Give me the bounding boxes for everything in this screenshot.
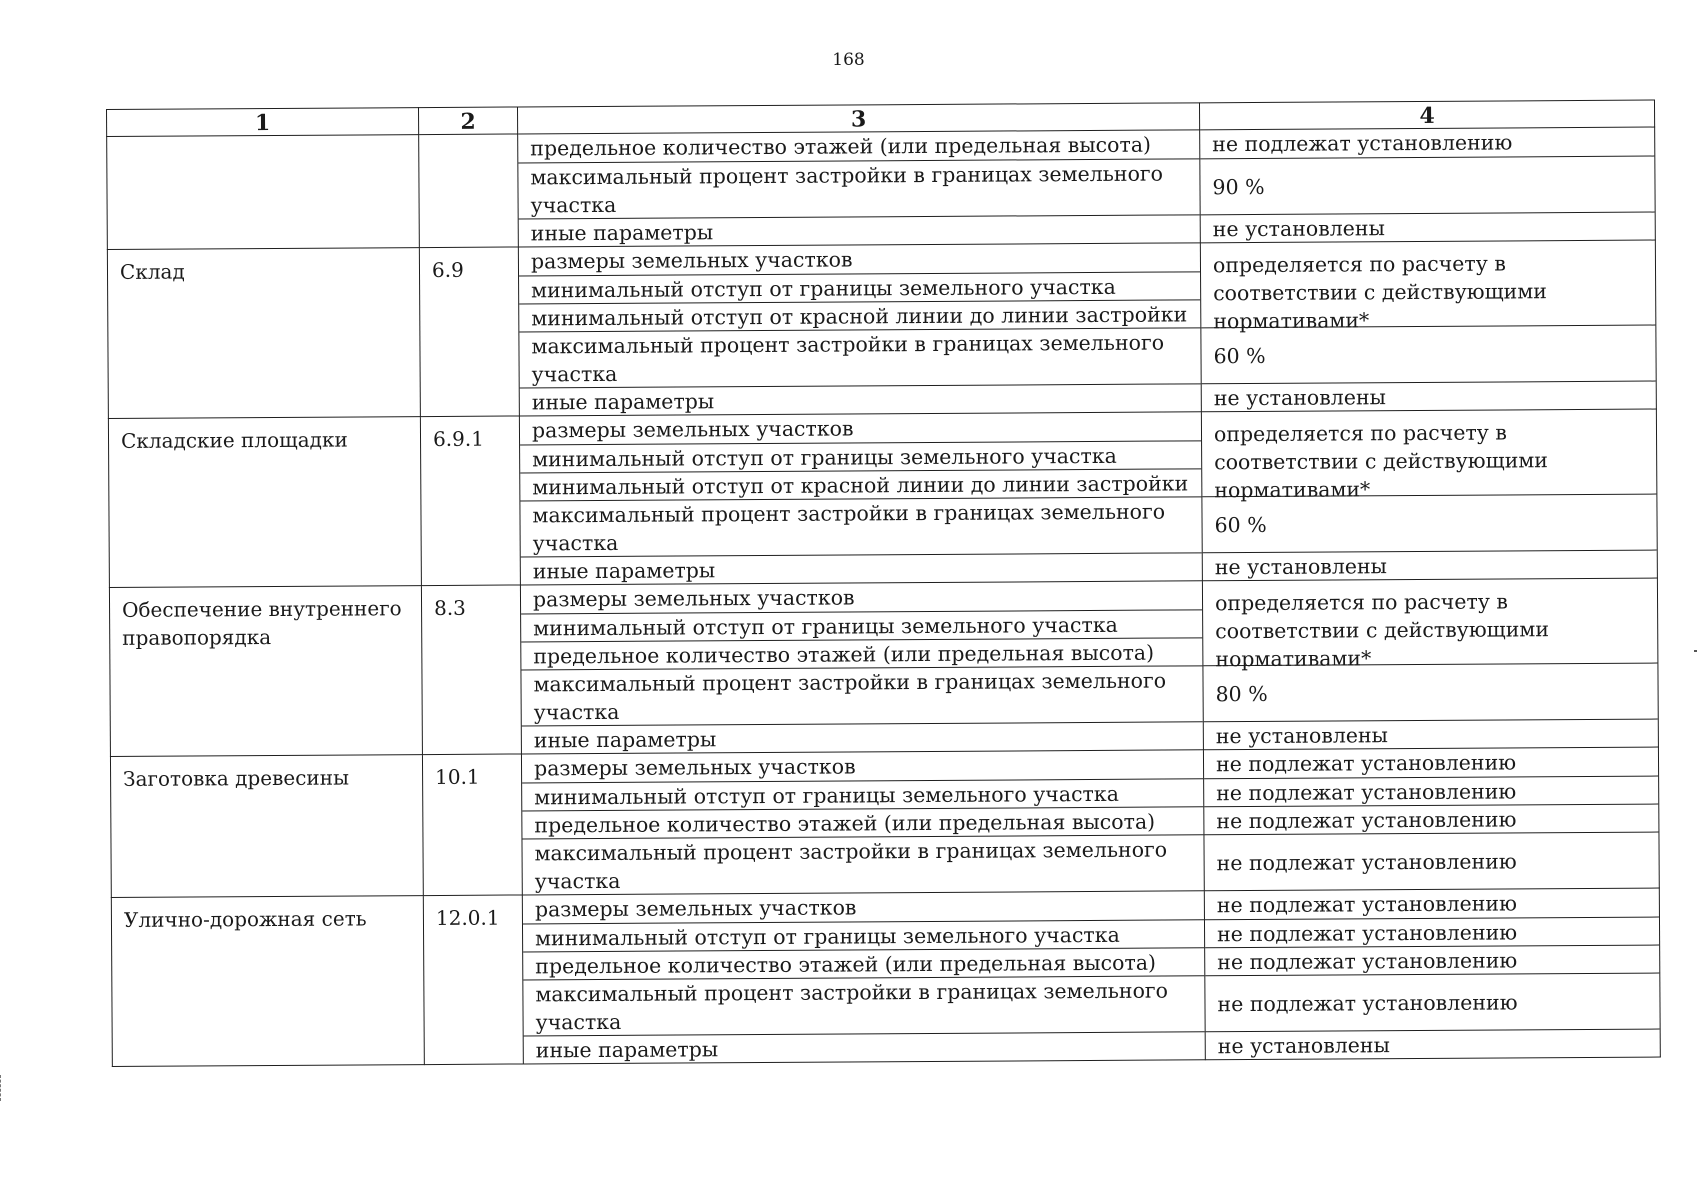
zoning-parameters-table: [106, 100, 1661, 1067]
scan-edge-mark: [0, 1075, 5, 1101]
value-list: [1202, 578, 1658, 750]
header-col-3: 3: [517, 103, 1199, 134]
table-row: [107, 240, 1656, 418]
parameter-item: максимальный процент застройки в границах земельного участка: [519, 327, 1200, 387]
parameter-item: иные параметры: [520, 383, 1201, 415]
value-item: не подлежат установлению: [1205, 945, 1659, 976]
parameter-list: [518, 130, 1201, 247]
parameter-item: размеры земельных участков: [532, 585, 855, 612]
value-item: не установлены: [1201, 212, 1655, 243]
use-code: 8.3: [421, 585, 521, 755]
parameter-item: иные параметры: [519, 214, 1200, 246]
parameter-item: иные параметры: [524, 1031, 1205, 1063]
table-row: [108, 409, 1657, 587]
value-item: определяется по расчету в соответствии с действующими нормативами*: [1212, 251, 1547, 334]
value-item: не подлежат установлению: [1204, 776, 1658, 807]
value-item: 80 %: [1203, 663, 1657, 722]
value-item: не подлежат установлению: [1204, 804, 1658, 835]
parameter-list: [522, 891, 1205, 1064]
value-item: не установлены: [1202, 381, 1656, 412]
value-item: 60 %: [1202, 494, 1656, 553]
value-item: не подлежат установлению: [1212, 130, 1513, 157]
use-type: Улично-дорожная сеть: [111, 896, 424, 1067]
zoning-parameters-table-wrapper: [106, 100, 1661, 1067]
page-number: 168: [832, 50, 865, 70]
value-list: [1204, 888, 1660, 1060]
value-item: не подлежат установлению: [1216, 891, 1517, 918]
parameter-item: минимальный отступ от границы земельного участка: [521, 609, 1202, 641]
value-item: не установлены: [1204, 719, 1658, 750]
parameter-item: иные параметры: [522, 721, 1203, 753]
header-col-2: 2: [418, 107, 517, 135]
use-type: Складские площадки: [108, 417, 421, 588]
use-code: 12.0.1: [423, 895, 523, 1065]
parameter-item: предельное количество этажей (или предельная высота): [530, 132, 1152, 161]
parameter-list: [521, 750, 1204, 895]
parameter-item: максимальный процент застройки в границах земельного участка: [523, 975, 1204, 1035]
parameter-item: предельное количество этажей (или предельная высота): [523, 947, 1204, 979]
parameter-item: размеры земельных участков: [533, 754, 856, 781]
value-item: не подлежат установлению: [1205, 973, 1659, 1032]
value-item: 60 %: [1201, 325, 1655, 384]
value-list: [1200, 127, 1656, 243]
value-item: определяется по расчету в соответствии с действующими нормативами*: [1214, 589, 1550, 672]
parameter-item: размеры земельных участков: [534, 895, 857, 922]
use-code: 6.9: [419, 247, 519, 417]
value-item: не установлены: [1206, 1029, 1660, 1060]
use-code: [419, 134, 519, 248]
header-col-4: 4: [1199, 100, 1654, 130]
table-row: [110, 747, 1659, 897]
use-type: Заготовка древесины: [110, 755, 423, 898]
parameter-item: предельное количество этажей (или предельная высота): [521, 637, 1202, 669]
table-row: [111, 888, 1660, 1066]
value-list: [1200, 240, 1656, 412]
header-col-1: 1: [107, 108, 419, 137]
value-item: не установлены: [1203, 550, 1657, 581]
use-type: Склад: [107, 248, 420, 419]
parameter-item: максимальный процент застройки в границах земельного участка: [522, 834, 1203, 894]
parameter-item: размеры земельных участков: [531, 416, 854, 443]
parameter-item: минимальный отступ от границы земельного участка: [523, 919, 1204, 951]
parameter-item: минимальный отступ от красной линии до линии застройки: [520, 468, 1201, 500]
value-item: не подлежат установлению: [1204, 832, 1658, 891]
parameter-item: иные параметры: [521, 552, 1202, 584]
value-item: не подлежат установлению: [1215, 750, 1517, 777]
use-code: 6.9.1: [420, 416, 520, 586]
value-item: 90 %: [1200, 156, 1654, 215]
parameter-list: [518, 243, 1201, 416]
use-type: [107, 135, 420, 250]
parameter-item: максимальный процент застройки в границах земельного участка: [521, 665, 1202, 725]
parameter-item: минимальный отступ от границы земельного участка: [520, 440, 1201, 472]
parameter-item: минимальный отступ от границы земельного участка: [522, 778, 1203, 810]
table-row: [109, 578, 1658, 756]
table-row: [107, 127, 1656, 249]
value-list: [1201, 409, 1657, 581]
parameter-item: максимальный процент застройки в границах земельного участка: [518, 158, 1199, 218]
parameter-list: [520, 581, 1203, 754]
value-item: определяется по расчету в соответствии с действующими нормативами*: [1213, 420, 1548, 503]
parameter-list: [519, 412, 1202, 585]
parameter-item: минимальный отступ от границы земельного участка: [519, 271, 1200, 303]
parameter-item: максимальный процент застройки в границах земельного участка: [520, 496, 1201, 556]
parameter-item: минимальный отступ от красной линии до линии застройки: [519, 299, 1200, 331]
use-type: Обеспечение внутреннего правопорядка: [109, 586, 422, 757]
use-code: 10.1: [422, 754, 522, 896]
parameter-item: предельное количество этажей (или предельная высота): [522, 806, 1203, 838]
value-list: [1203, 747, 1659, 891]
value-item: не подлежат установлению: [1205, 917, 1659, 948]
parameter-item: размеры земельных участков: [530, 247, 853, 274]
